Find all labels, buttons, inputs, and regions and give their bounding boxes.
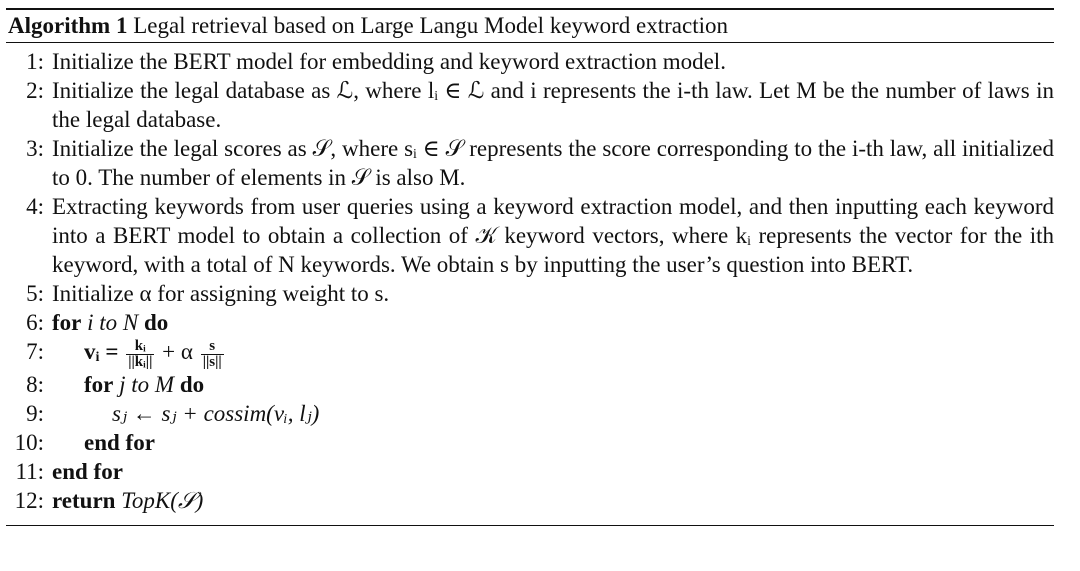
equation-lhs: vᵢ = [84,339,119,365]
step-number: 6: [26,310,44,336]
step-7 [6,337,1054,369]
fraction-numerator: s [201,339,224,355]
fraction-denominator: ||s|| [202,353,222,370]
step-6 [6,308,1054,337]
step-text: Initialize the legal database as ℒ, where lᵢ ∈ ℒ and i represents the i-th law. Let M be the number of laws in the legal database. [52,78,1054,133]
step-number: 9: [26,400,44,426]
algorithm-block [6,8,1054,526]
keyword-for: for [52,310,82,336]
step-11 [6,457,1054,486]
fraction-denominator: ||kᵢ|| [128,353,153,370]
step-1 [6,47,1054,76]
step-number: 8: [26,371,44,397]
step-number: 4: [26,194,44,220]
step-12 [6,486,1054,515]
step-text: Extracting keywords from user queries using a keyword extraction model, and then inputting each keyword into a BERT model to obtain a collection of 𝒦 keyword vectors, where kᵢ represents the vector for the ith keyword, with a total of N keywords. We obtain s by inputting the user’s question into BERT. [52,194,1054,278]
fraction-numerator: kᵢ [126,339,154,355]
return-value: TopK(𝒮) [121,487,204,513]
algorithm-title: Legal retrieval based on Large Langu Model keyword extraction [133,13,729,38]
fraction-s [201,339,224,370]
step-5 [6,279,1054,308]
keyword-for: for [84,371,114,397]
step-number: 3: [26,136,44,162]
algorithm-steps [6,43,1054,514]
bottom-rule [6,525,1054,526]
algorithm-label: Algorithm 1 [8,13,128,38]
keyword-end-for: end for [84,429,155,455]
algorithm-caption [6,10,1054,42]
step-4 [6,192,1054,279]
fraction-k [126,339,154,370]
step-number: 2: [26,78,44,104]
step-9 [6,399,1054,428]
loop-range: j to M [119,371,175,397]
step-number: 1: [26,49,44,75]
equation-plus: + α [162,339,193,365]
loop-range: i to N [87,310,139,336]
step-10 [6,428,1054,457]
keyword-return: return [52,487,116,513]
step-text: Initialize α for assigning weight to s. [52,281,390,307]
step-number: 7: [26,339,44,365]
step-text: Initialize the legal scores as 𝒮, where sᵢ ∈ 𝒮 represents the score corresponding to the i-th law, all initialized to 0. The number of elements in 𝒮 is also M. [52,136,1054,191]
keyword-end-for: end for [52,458,123,484]
step-2 [6,76,1054,134]
keyword-do: do [144,310,169,336]
step-number: 12: [14,487,44,513]
step-number: 10: [14,429,44,455]
step-text: Initialize the BERT model for embedding and keyword extraction model. [52,49,726,75]
keyword-do: do [179,371,205,397]
step-number: 11: [15,458,44,484]
step-text: sⱼ ← sⱼ + cossim(vᵢ, lⱼ) [112,400,320,426]
step-3 [6,134,1054,192]
step-number: 5: [26,281,44,307]
step-8 [6,370,1054,399]
